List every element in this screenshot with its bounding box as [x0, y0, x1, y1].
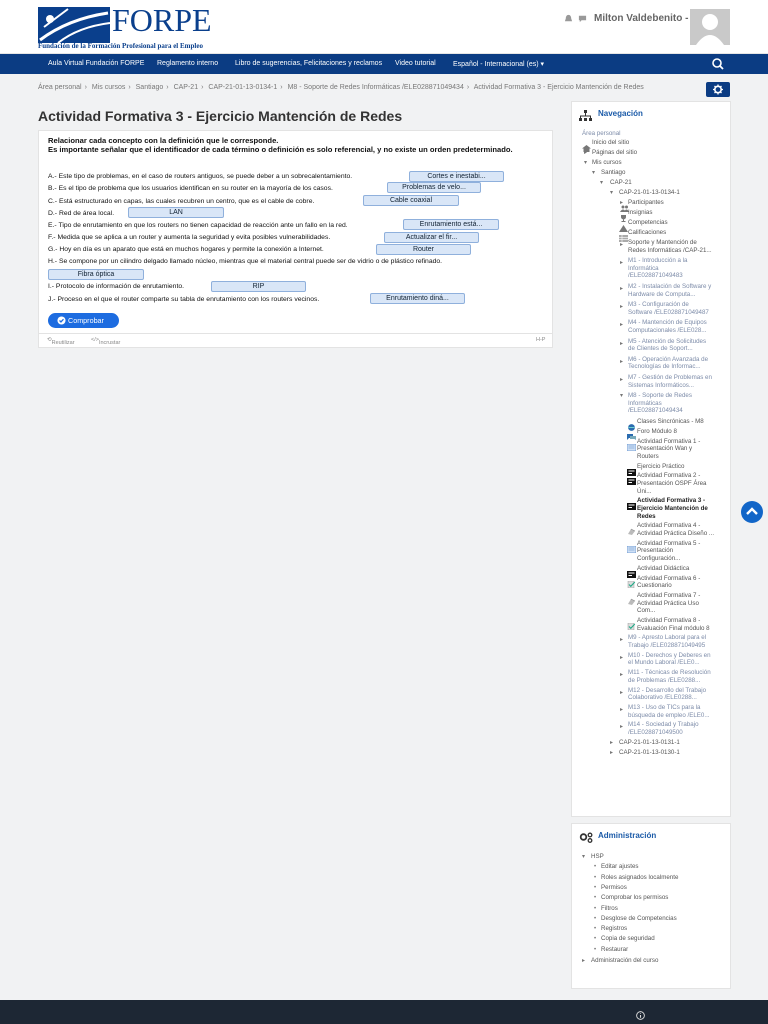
h5p-activity-icon	[627, 472, 636, 479]
question-item-text: E.- Tipo de enrutamiento en que los routers no tienen capacidad de reacción ante un fallo en la red.	[48, 222, 348, 229]
bullet-icon: •	[594, 946, 597, 953]
question-item-text: B.- Es el tipo de problema que los usuarios identifican en su router en la mayoría de los casos.	[48, 185, 333, 192]
quiz-icon	[627, 575, 636, 582]
bullet-icon: •	[594, 905, 597, 912]
question-item-text: I.- Protocolo de información de enrutamiento.	[48, 283, 185, 290]
answer-slot[interactable]: Enrutamiento está...	[403, 219, 499, 230]
collapsed-arrow-icon[interactable]: ▸	[620, 724, 624, 731]
avatar[interactable]	[690, 9, 730, 45]
search-icon[interactable]	[708, 56, 728, 72]
breadcrumb-item[interactable]: M8 - Soporte de Redes Informáticas /ELE028871049434	[287, 84, 464, 91]
nav-tree-section[interactable]: M7 - Gestión de Problemas en Sistemas Informáticos...	[628, 374, 712, 389]
h5p-actions-bar	[38, 334, 553, 348]
answer-slot[interactable]: Fibra óptica	[48, 269, 144, 280]
question-item-text: D.- Red de área local.	[48, 210, 115, 217]
collapsed-arrow-icon[interactable]: ▸	[620, 340, 624, 347]
nav-tree-activity[interactable]: Actividad Formativa 7 - Actividad Práctica Uso Com...	[637, 592, 701, 615]
nav-tree-activity[interactable]: Foro Módulo 8	[637, 427, 677, 435]
collapsed-arrow-icon[interactable]: ▸	[620, 200, 624, 206]
check-circle-icon	[57, 316, 66, 325]
administration-title: Administración	[598, 831, 657, 840]
nav-tree-participants[interactable]: Participantes	[628, 199, 664, 206]
breadcrumb-item[interactable]: Área personal	[38, 84, 82, 91]
bullet-icon: •	[594, 874, 597, 881]
lesson-icon	[627, 592, 636, 599]
h5p-activity-icon	[627, 565, 636, 572]
navigation-title: Navegación	[598, 109, 643, 118]
scroll-to-top-button[interactable]	[741, 501, 763, 523]
nav-tree-section[interactable]: M4 - Mantención de Equipos Computacionales /ELE028...	[628, 319, 707, 334]
settings-menu-button[interactable]	[706, 82, 730, 97]
answer-slot[interactable]: Cable coaxial	[363, 195, 459, 206]
nav-tree-current-activity[interactable]: Actividad Formativa 3 - Ejercicio Mantención de Redes	[637, 497, 708, 520]
answer-slot[interactable]: Enrutamiento diná...	[370, 293, 465, 304]
nav-tree-section[interactable]: M12 - Desarrollo del Trabajo Colaborativo /ELE0288...	[628, 686, 707, 702]
answer-slot[interactable]: Problemas de velo...	[387, 182, 481, 193]
breadcrumb-item[interactable]: Mis cursos	[91, 84, 126, 91]
answer-slot[interactable]: Actualizar el fir...	[384, 232, 479, 243]
collapsed-arrow-icon[interactable]: ▸	[610, 749, 614, 756]
nav-tree-section[interactable]: M6 - Operación Avanzada de Tecnologías de Informac...	[628, 355, 709, 371]
admin-item[interactable]: Copia de seguridad	[601, 935, 655, 943]
question-instructions: Relacionar cada concepto con la definición que le corresponde. Es importante señalar que el identificador de cada término o definición es solo referencial, y no existe un orden predeterminado.	[48, 136, 513, 154]
embed-label: Incrustar	[98, 340, 121, 346]
nav-tree-section[interactable]: Soporte y Mantención de Redes Informáticas /CAP-21...	[628, 239, 712, 254]
expanded-arrow-icon[interactable]: ▾	[610, 190, 614, 196]
nav-tree-activity[interactable]: Ejercicio Práctico	[637, 462, 685, 470]
bullet-icon: •	[594, 864, 597, 871]
admin-item[interactable]: Permisos	[601, 883, 627, 891]
nav-tree-cap21[interactable]: CAP-21	[610, 179, 632, 186]
answer-slot[interactable]: LAN	[128, 207, 224, 218]
nav-tree-activity[interactable]: Clases Sincrónicas - M8	[637, 418, 704, 425]
answer-slot[interactable]: Router	[376, 244, 471, 255]
admin-course-administration[interactable]: Administración del curso	[591, 957, 659, 964]
collapsed-arrow-icon[interactable]: ▸	[584, 150, 588, 156]
nav-tree-site-home[interactable]: Inicio del sitio	[592, 139, 630, 146]
nav-tree-area-personal[interactable]: Área personal	[582, 130, 621, 137]
nav-tree-section[interactable]: M13 - Uso de TICs para la búsqueda de empleo /ELE0...	[628, 704, 710, 719]
collapsed-arrow-icon[interactable]: ▸	[620, 304, 624, 311]
question-item-text: F.- Medida que se aplica a un router y aumenta la seguridad y evita posibles vulnerabilidades.	[48, 234, 331, 241]
administration-block	[571, 823, 731, 989]
nav-tree-competencies[interactable]: Competencias	[628, 219, 668, 226]
language-selector[interactable]: Español - Internacional (es) ▾	[453, 61, 545, 68]
expanded-arrow-icon[interactable]: ▾	[584, 160, 588, 166]
nav-tree-activity[interactable]: Actividad Formativa 6 - Cuestionario	[637, 574, 701, 590]
answer-slot[interactable]: Cortes e inestabi...	[409, 171, 504, 182]
nav-tree-activity[interactable]: Actividad Formativa 5 - Presentación Configuración...	[637, 539, 701, 562]
chevron-up-icon	[741, 501, 763, 523]
question-item-text: J.- Proceso en el que el router comparte su tabla de enrutamiento con los routers vecinos.	[48, 296, 320, 303]
collapsed-arrow-icon[interactable]: ▸	[610, 739, 614, 746]
nav-item-video-tutorial[interactable]: Video tutorial	[395, 60, 436, 67]
nav-tree-section[interactable]: M3 - Configuración de Software /ELE028871049487	[628, 301, 709, 316]
nav-tree-activity[interactable]: Actividad Formativa 1 - Presentación Wan y Routers	[637, 437, 701, 460]
collapsed-arrow-icon[interactable]: ▸	[620, 322, 624, 329]
page-title: Actividad Formativa 3 - Ejercicio Mantención de Redes	[38, 108, 403, 124]
logo-wordmark: FORPE	[112, 2, 212, 38]
nav-tree-section[interactable]: M10 - Derechos y Deberes en el Mundo Laboral /ELE0...	[628, 651, 711, 667]
forpe-logo[interactable]	[38, 2, 228, 51]
question-item-text: G.- Hoy en día es un aparato que está en muchos hogares y permite la conexión a Internet.	[48, 246, 324, 253]
trophy-icon	[619, 209, 628, 216]
nav-tree-section[interactable]: M14 - Sociedad y Trabajo /ELE028871049500	[628, 721, 699, 736]
breadcrumb-item-current: Actividad Formativa 3 - Ejercicio Mantención de Redes	[473, 84, 644, 91]
question-item-text: H.- Se compone por un cilindro delgado llamado núcleo, mientras que el material central puede ser de vidrio o de plástico refinado.	[48, 258, 443, 265]
logo-tagline: Fundación de la Formación Profesional para el Empleo	[38, 42, 203, 50]
nav-item-aula-virtual[interactable]: Aula Virtual Fundación FORPE	[48, 60, 145, 67]
check-button[interactable]	[48, 313, 119, 328]
admin-item[interactable]: Desglose de Competencias	[601, 914, 677, 922]
quiz-icon	[627, 617, 636, 624]
question-item-text: C.- Está estructurado en capas, las cuales recubren un centro, que es el cable de cobre.	[48, 198, 315, 205]
admin-item[interactable]: Comprobar los permisos	[601, 894, 669, 902]
expanded-arrow-icon[interactable]: ▾	[600, 180, 604, 186]
nav-tree-course[interactable]: CAP-21-01-13-0131-1	[619, 738, 680, 746]
message-icon[interactable]	[578, 14, 587, 26]
bullet-icon: •	[594, 895, 597, 902]
nav-tree-section[interactable]: M11 - Técnicas de Resolución de Problemas /ELE0288...	[628, 669, 711, 684]
breadcrumb-item[interactable]: CAP-21-01-13-0134-1	[208, 84, 278, 91]
question-item-text: A.- Este tipo de problemas, en el caso de routers antiguos, se puede deber a un sobrecalentamiento.	[48, 173, 353, 180]
forum-icon	[627, 428, 636, 435]
user-name[interactable]: Milton Valdebenito -	[594, 13, 689, 24]
collapsed-arrow-icon[interactable]: ▸	[620, 707, 624, 713]
gears-icon	[579, 830, 593, 848]
nav-tree-grades[interactable]: Calificaciones	[628, 229, 667, 236]
navigation-block	[571, 101, 731, 817]
collapsed-arrow-icon[interactable]: ▸	[582, 958, 586, 964]
nav-tree-badges[interactable]: Insignias	[628, 209, 653, 216]
admin-item[interactable]: Roles asignados localmente	[601, 873, 679, 881]
check-button-label: Comprobar	[68, 316, 104, 325]
page-icon	[627, 540, 636, 547]
nav-tree-course[interactable]: CAP-21-01-13-0134-1	[619, 189, 680, 196]
nav-tree-santiago[interactable]: Santiago	[601, 169, 626, 176]
collapsed-arrow-icon[interactable]: ▸	[620, 242, 624, 248]
info-icon[interactable]	[636, 1007, 645, 1016]
sitemap-icon	[579, 108, 592, 126]
bell-icon[interactable]	[564, 14, 573, 26]
globe-icon	[627, 418, 636, 425]
nav-tree-activity[interactable]: Actividad Formativa 8 - Evaluación Final módulo 8	[637, 617, 710, 632]
h5p-logo[interactable]: H-P	[536, 337, 546, 343]
collapsed-arrow-icon[interactable]: ▸	[620, 637, 624, 644]
nav-tree-section[interactable]: M2 - Instalación de Software y Hardware de Computa...	[628, 283, 712, 298]
h5p-activity-icon	[627, 463, 636, 470]
nav-tree-site-pages[interactable]: Páginas del sitio	[592, 149, 638, 156]
nav-item-libro-sugerencias[interactable]: Libro de sugerencias, Felicitaciones y reclamos	[235, 60, 383, 67]
collapsed-arrow-icon[interactable]: ▸	[620, 377, 624, 383]
admin-item[interactable]: Filtros	[601, 904, 618, 912]
expanded-arrow-icon[interactable]: ▾	[582, 854, 586, 860]
collapsed-arrow-icon[interactable]: ▸	[620, 286, 624, 292]
collapsed-arrow-icon[interactable]: ▸	[620, 654, 624, 661]
breadcrumb: Área personal › Mis cursos › Santiago › CAP-21 › CAP-21-01-13-0134-1 › M8 - Soporte de Redes Informáticas /ELE028871049434 › Actividad Formativa 3 - Ejercicio Mantención de Redes	[38, 84, 644, 91]
nav-tree-my-courses[interactable]: Mis cursos	[592, 159, 622, 166]
home-icon	[582, 139, 591, 146]
nav-tree-course[interactable]: CAP-21-01-13-0130-1	[619, 748, 680, 756]
collapsed-arrow-icon[interactable]: ▸	[620, 358, 624, 365]
nav-tree-section[interactable]: M1 - Introducción a la Informática /ELE028871049483	[628, 257, 688, 280]
page-icon	[627, 438, 636, 445]
admin-item[interactable]: Registros	[601, 925, 628, 933]
h5p-drag-text-activity	[38, 130, 553, 334]
collapsed-arrow-icon[interactable]: ▸	[620, 689, 624, 696]
logo-mark-icon	[38, 7, 110, 43]
grades-icon	[619, 229, 628, 236]
bullet-icon: •	[594, 936, 597, 943]
nav-tree-activity[interactable]: Actividad Formativa 4 - Actividad Práctica Diseño ...	[637, 522, 715, 537]
nav-tree-section-m8[interactable]: M8 - Soporte de Redes Informáticas /ELE028871049434	[628, 392, 692, 415]
lesson-icon	[627, 522, 636, 529]
collapsed-arrow-icon[interactable]: ▸	[620, 672, 624, 679]
collapsed-arrow-icon[interactable]: ▸	[620, 260, 624, 267]
competencies-icon	[619, 219, 628, 226]
embed-link[interactable]: </> Incrustar	[91, 337, 121, 346]
nav-tree-section[interactable]: M9 - Apresto Laboral para el Trabajo /ELE028871049495	[628, 634, 707, 649]
nav-tree-activity[interactable]: Actividad Didáctica	[637, 564, 690, 572]
nav-item-reglamento[interactable]: Reglamento interno	[157, 60, 219, 67]
admin-item[interactable]: Restaurar	[601, 945, 629, 953]
breadcrumb-item[interactable]: CAP-21	[173, 84, 199, 91]
nav-tree-activity[interactable]: Actividad Formativa 2 - Presentación OSPF Área Úni...	[637, 472, 707, 495]
admin-item[interactable]: Editar ajustes	[601, 863, 639, 871]
h5p-activity-icon	[627, 497, 636, 504]
reuse-link[interactable]: ⟲ Reutilizar	[47, 337, 75, 346]
admin-tree-root[interactable]: HSP	[591, 853, 604, 860]
main-navbar	[0, 54, 768, 74]
bullet-icon: •	[594, 884, 597, 891]
bullet-icon: •	[594, 915, 597, 922]
expanded-arrow-icon[interactable]: ▾	[620, 393, 624, 400]
bullet-icon: •	[594, 926, 597, 933]
answer-slot[interactable]: RIP	[211, 281, 306, 292]
expanded-arrow-icon[interactable]: ▾	[592, 170, 596, 176]
breadcrumb-item[interactable]: Santiago	[135, 84, 164, 91]
site-header	[0, 0, 768, 54]
reuse-label: Reutilizar	[51, 340, 75, 346]
site-footer	[0, 1000, 768, 1024]
nav-tree-section[interactable]: M5 - Atención de Solicitudes de Clientes de Soport...	[628, 337, 707, 353]
